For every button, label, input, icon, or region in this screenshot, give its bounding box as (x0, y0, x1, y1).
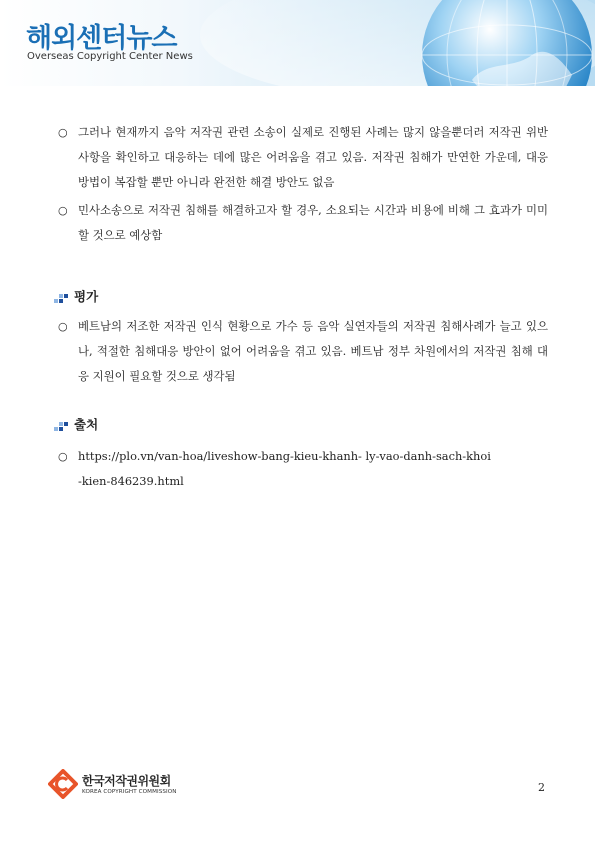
section-bullet-icon (54, 293, 68, 303)
section-title: 평가 (74, 289, 99, 304)
organization-name-en: KOREA COPYRIGHT COMMISSION (82, 789, 177, 795)
list-item (58, 120, 548, 195)
page-number: 2 (538, 781, 545, 794)
commission-logo-icon (48, 769, 78, 799)
section-heading (54, 287, 98, 305)
list-item (58, 198, 548, 248)
paragraph-text: 민사소송으로 저작권 침해를 해결하고자 할 경우, 소요되는 시간과 비용에 비해 그 효과가 미미할 것으로 예상함 (78, 203, 548, 242)
header-title: 해외센터뉴스 (26, 23, 177, 54)
section-title: 출처 (74, 417, 99, 432)
bullet-marker: ○ (58, 126, 68, 139)
source-link[interactable]: https://plo.vn/van-hoa/liveshow-bang-kieu-khanh- ly-vao-danh-sach-khoi -kien-846239.html (78, 449, 491, 488)
page-header (0, 0, 595, 86)
organization-name: 한국저작권위원회 (82, 774, 171, 788)
globe-icon (412, 0, 595, 86)
section-heading (54, 415, 98, 433)
header-subtitle: Overseas Copyright Center News (27, 51, 193, 62)
paragraph-text: 그러나 현재까지 음악 저작권 관련 소송이 실제로 진행된 사례는 많지 않을뿐더러 저작권 위반 사항을 확인하고 대응하는 데에 많은 어려움을 겪고 있음. 저작권 침해가 만연한 가운데, 대응 방법이 복잡할 뿐만 아니라 완전한 해결 방안도 없음 (78, 125, 548, 189)
section-bullet-icon (54, 421, 68, 431)
bullet-marker: ○ (58, 450, 68, 463)
bullet-marker: ○ (58, 204, 68, 217)
list-item (58, 444, 498, 494)
paragraph-text: 베트남의 저조한 저작권 인식 현황으로 가수 등 음악 실연자들의 저작권 침해사례가 늘고 있으나, 적절한 침해대응 방안이 없어 어려움을 겪고 있음. 베트남 정부 차원에서의 저작권 침해 대응 지원이 필요할 것으로 생각됨 (78, 319, 548, 383)
bullet-marker: ○ (58, 320, 68, 333)
list-item (58, 314, 548, 389)
